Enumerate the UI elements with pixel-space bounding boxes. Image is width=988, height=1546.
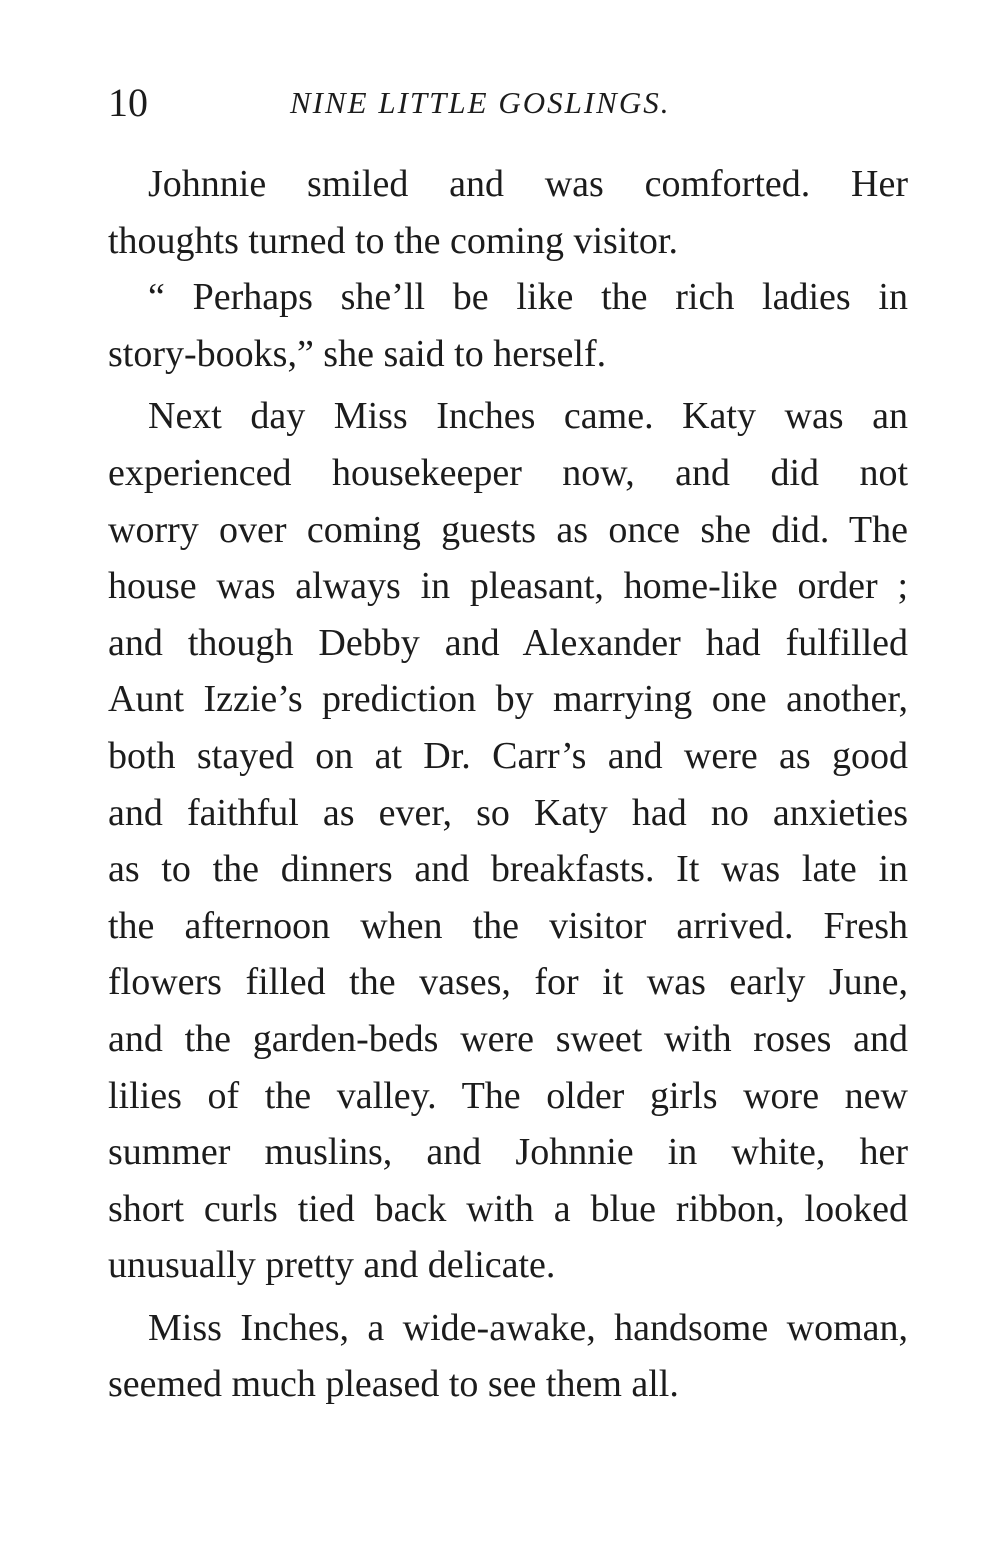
text-line: flowers filled the vases, for it was early June, (108, 961, 908, 1004)
running-head (108, 78, 908, 128)
text-line: Miss Inches, a wide-awake, handsome woman, (148, 1306, 908, 1349)
paragraph (108, 269, 908, 382)
text-line: Aunt Izzie’s prediction by marrying one another, (108, 678, 908, 721)
text-line: seemed much pleased to see them all. (108, 1363, 679, 1406)
text-line: the afternoon when the visitor arrived. Fresh (108, 904, 908, 947)
text-line: short curls tied back with a blue ribbon, looked (108, 1187, 908, 1230)
running-title: NINE LITTLE GOSLINGS. (290, 85, 671, 120)
body-text (108, 156, 908, 1413)
text-line: unusually pretty and delicate. (108, 1244, 556, 1287)
text-line: Johnnie smiled and was comforted. Her (148, 163, 908, 205)
text-line: Next day Miss Inches came. Katy was an (148, 395, 908, 438)
text-line: “ Perhaps she’ll be like the rich ladies in (148, 276, 908, 319)
text-line: worry over coming guests as once she did. The (108, 508, 908, 551)
text-line: and though Debby and Alexander had fulfilled (108, 621, 908, 664)
text-line: experienced housekeeper now, and did not (108, 451, 908, 494)
text-line: summer muslins, and Johnnie in white, her (108, 1131, 908, 1174)
paragraph (108, 1300, 908, 1413)
text-line: and faithful as ever, so Katy had no anxieties (108, 791, 908, 834)
text-line: house was always in pleasant, home-like order ; (108, 565, 908, 608)
text-line: both stayed on at Dr. Carr’s and were as good (108, 734, 908, 777)
paragraph (108, 388, 908, 1294)
paragraph (108, 156, 908, 269)
text-line: lilies of the valley. The older girls wore new (108, 1074, 908, 1117)
text-line: thoughts turned to the coming visitor. (108, 219, 678, 262)
page-number: 10 (108, 80, 148, 125)
text-line: as to the dinners and breakfasts. It was late in (108, 848, 908, 891)
text-line: and the garden-beds were sweet with roses and (108, 1017, 908, 1060)
text-line: story-books,” she said to herself. (108, 332, 607, 375)
